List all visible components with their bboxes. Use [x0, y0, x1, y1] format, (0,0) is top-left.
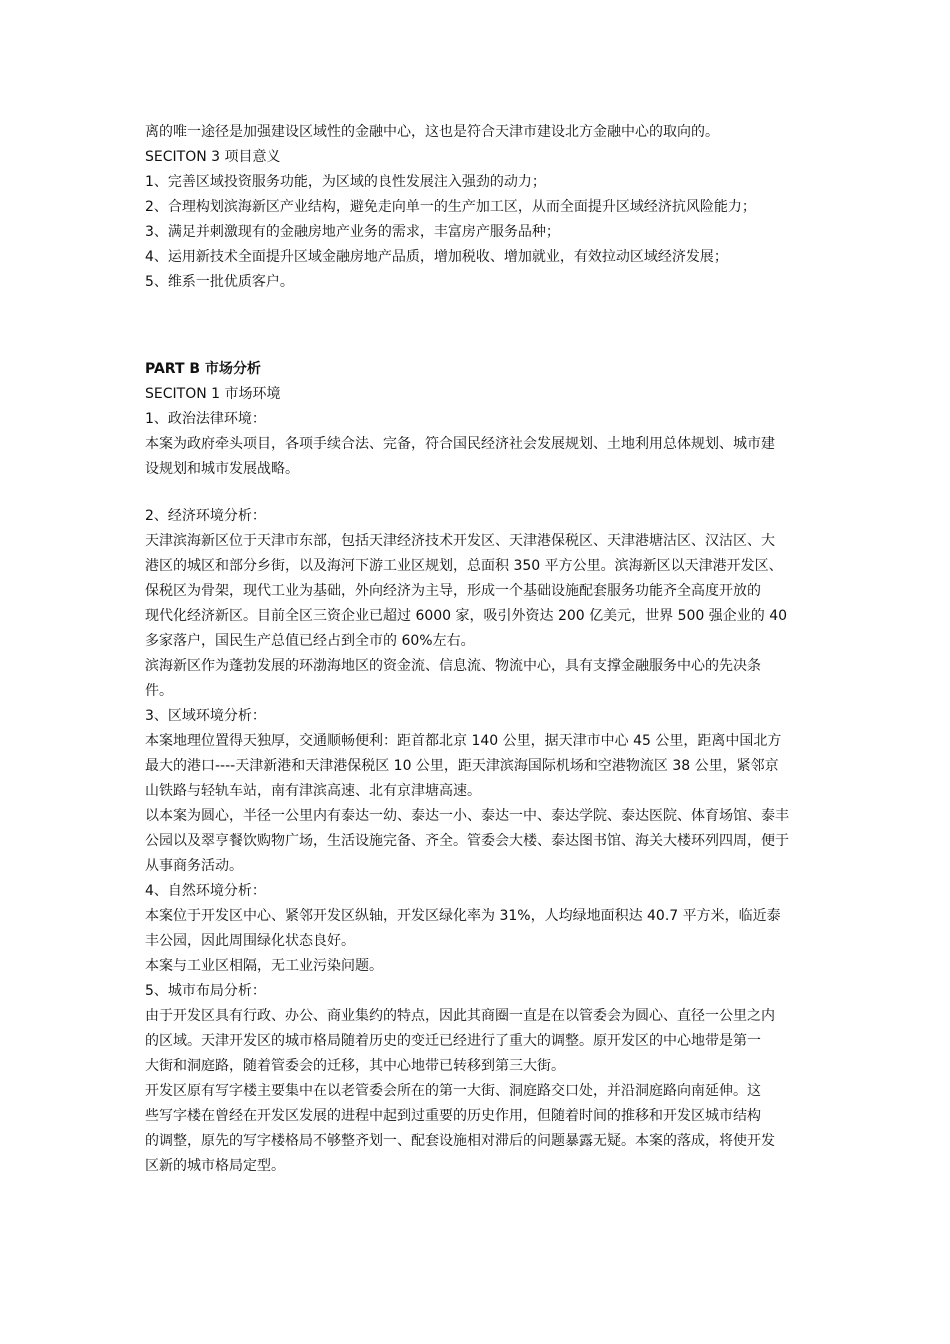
text-line: 区新的城市格局定型。 — [145, 1158, 285, 1174]
section-heading: SECITON 3 项目意义 — [145, 149, 281, 165]
text-line: 的调整，原先的写字楼格局不够整齐划一、配套设施相对滞后的问题暴露无疑。本案的落成，将使开发 — [145, 1133, 775, 1149]
section-b2-lines — [145, 504, 813, 1179]
document-page — [145, 120, 813, 1179]
text-line: 现代化经济新区。目前全区三资企业已超过 6000 家，吸引外资达 200 亿美元，世界 500 强企业的 40 — [145, 608, 788, 624]
text-line: 大街和洞庭路，随着管委会的迁移，其中心地带已转移到第三大街。 — [145, 1058, 565, 1074]
text-line: 多家落户，国民生产总值已经占到全市的 60%左右。 — [145, 633, 475, 649]
text-line: 设规划和城市发展战略。 — [145, 461, 299, 477]
section-a-lines — [145, 120, 813, 295]
text-line: 保税区为骨架，现代工业为基础，外向经济为主导，形成一个基础设施配套服务功能齐全高度开放的 — [145, 583, 761, 599]
text-line: 由于开发区具有行政、办公、商业集约的特点，因此其商圈一直是在以管委会为圆心、直径一公里之内 — [145, 1008, 775, 1024]
text-line: 公园以及翠亨餐饮购物广场，生活设施完备、齐全。管委会大楼、泰达图书馆、海关大楼环列四周，便于 — [145, 833, 789, 849]
subheading: 1、政治法律环境： — [145, 411, 266, 427]
subheading: 2、经济环境分析： — [145, 508, 266, 524]
text-line: 以本案为圆心，半径一公里内有泰达一幼、泰达一小、泰达一中、泰达学院、泰达医院、体育场馆、泰丰 — [145, 808, 789, 824]
text-line: 的区域。天津开发区的城市格局随着历史的变迁已经进行了重大的调整。原开发区的中心地带是第一 — [145, 1033, 761, 1049]
subheading: 3、区域环境分析： — [145, 708, 266, 724]
list-item: 2、合理构划滨海新区产业结构，避免走向单一的生产加工区，从而全面提升区域经济抗风险能力； — [145, 199, 756, 215]
text-line: 滨海新区作为蓬勃发展的环渤海地区的资金流、信息流、物流中心，具有支撑金融服务中心的先决条 — [145, 658, 761, 674]
section-b1-lines — [145, 382, 813, 482]
list-item: 5、维系一批优质客户。 — [145, 274, 294, 290]
list-item: 1、完善区域投资服务功能，为区域的良性发展注入强劲的动力； — [145, 174, 546, 190]
spacer — [145, 482, 813, 504]
text-line: 开发区原有写字楼主要集中在以老管委会所在的第一大街、洞庭路交口处，并沿洞庭路向南延伸。这 — [145, 1083, 761, 1099]
list-item: 4、运用新技术全面提升区域金融房地产品质，增加税收、增加就业，有效拉动区域经济发展； — [145, 249, 728, 265]
text-line: 从事商务活动。 — [145, 858, 243, 874]
text-line: 本案与工业区相隔，无工业污染问题。 — [145, 958, 383, 974]
text-line: 本案位于开发区中心、紧邻开发区纵轴，开发区绿化率为 31%，人均绿地面积达 40.7 平方米，临近泰 — [145, 908, 781, 924]
text-line: 最大的港口----天津新港和天津港保税区 10 公里，距天津滨海国际机场和空港物流区 38 公里，紧邻京 — [145, 758, 779, 774]
text-line: 丰公园，因此周围绿化状态良好。 — [145, 933, 355, 949]
part-title: PART B 市场分析 — [145, 361, 261, 377]
text-line: 离的唯一途径是加强建设区域性的金融中心，这也是符合天津市建设北方金融中心的取向的。 — [145, 124, 719, 140]
section-heading: SECITON 1 市场环境 — [145, 386, 281, 402]
text-line: 本案为政府牵头项目，各项手续合法、完备，符合国民经济社会发展规划、土地利用总体规划、城市建 — [145, 436, 775, 452]
spacer — [145, 295, 813, 357]
list-item: 3、满足并刺激现有的金融房地产业务的需求，丰富房产服务品种； — [145, 224, 560, 240]
text-line: 本案地理位置得天独厚，交通顺畅便利：距首都北京 140 公里，据天津市中心 45 公里，距离中国北方 — [145, 733, 782, 749]
subheading: 4、自然环境分析： — [145, 883, 266, 899]
text-line: 港区的城区和部分乡街，以及海河下游工业区规划，总面积 350 平方公里。滨海新区以天津港开发区、 — [145, 558, 783, 574]
subheading: 5、城市布局分析： — [145, 983, 266, 999]
text-line: 天津滨海新区位于天津市东部，包括天津经济技术开发区、天津港保税区、天津港塘沽区、汉沽区、大 — [145, 533, 775, 549]
text-line: 些写字楼在曾经在开发区发展的进程中起到过重要的历史作用，但随着时间的推移和开发区城市结构 — [145, 1108, 761, 1124]
text-line: 件。 — [145, 683, 173, 699]
text-line: 山铁路与轻轨车站，南有津滨高速、北有京津塘高速。 — [145, 783, 481, 799]
